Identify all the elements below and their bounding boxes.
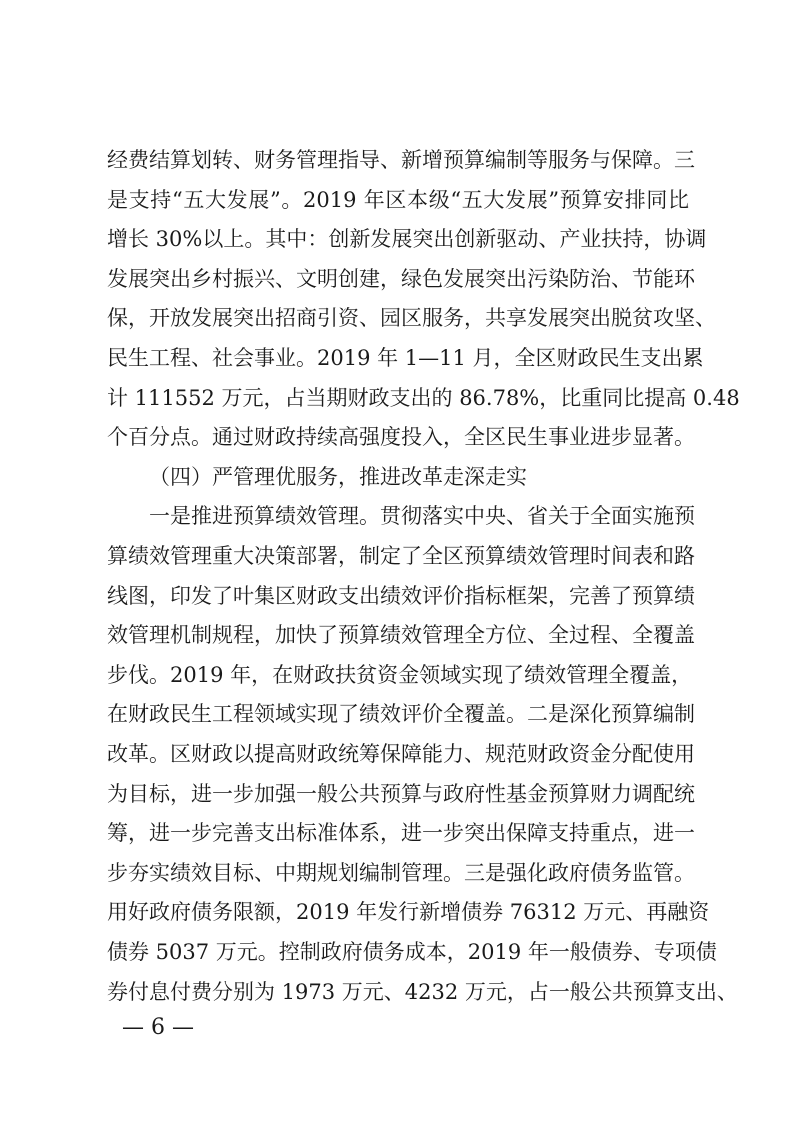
text-line: 一是推进预算绩效管理。贯彻落实中央、省关于全面实施预: [149, 504, 695, 529]
text-line: 是支持“五大发展”。2019 年区本级“五大发展”预算安排同比: [107, 187, 689, 212]
text-line: 步伐。2019 年，在财政扶贫资金领域实现了绩效管理全覆盖，: [107, 662, 693, 687]
text-line: 经费结算划转、财务管理指导、新增预算编制等服务与保障。三: [107, 148, 695, 172]
section-heading: （四）严管理优服务，推进改革走深走实: [149, 464, 527, 489]
text-line: 线图，印发了叶集区财政支出绩效评价指标框架，完善了预算绩: [107, 583, 695, 608]
page-number: — 6 —: [122, 1015, 194, 1040]
text-line: 算绩效管理重大决策部署，制定了全区预算绩效管理时间表和路: [107, 544, 695, 568]
text-line: 在财政民生工程领域实现了绩效评价全覆盖。二是深化预算编制: [107, 702, 695, 727]
text-line: 步夯实绩效目标、中期规划编制管理。三是强化政府债务监管。: [107, 860, 695, 885]
text-line: 用好政府债务限额，2019 年发行新增债券 76312 万元、再融资: [107, 900, 710, 925]
text-line: 券付息付费分别为 1973 万元、4232 万元，占一般公共预算支出、: [107, 979, 738, 1004]
text-line: 债券 5037 万元。控制政府债务成本，2019 年一般债券、专项债: [107, 940, 717, 964]
text-line: 保，开放发展突出招商引资、园区服务，共享发展突出脱贫攻坚、: [107, 306, 716, 331]
text-line: 效管理机制规程，加快了预算绩效管理全方位、全过程、全覆盖: [107, 623, 695, 648]
text-line: 为目标，进一步加强一般公共预算与政府性基金预算财力调配统: [107, 781, 695, 806]
text-line: 民生工程、社会事业。2019 年 1—11 月，全区财政民生支出累: [107, 346, 704, 370]
text-line: 个百分点。通过财政持续高强度投入，全区民生事业进步显著。: [107, 425, 695, 450]
text-line: 改革。区财政以提高财政统筹保障能力、规范财政资金分配使用: [107, 742, 695, 766]
text-line: 计 111552 万元，占当期财政支出的 86.78%，比重同比提高 0.48: [107, 385, 740, 410]
text-line: 筹，进一步完善支出标准体系，进一步突出保障支持重点，进一: [107, 821, 695, 846]
text-line: 发展突出乡村振兴、文明创建，绿色发展突出污染防治、节能环: [107, 266, 695, 291]
text-line: 增长 30%以上。其中：创新发展突出创新驱动、产业扶持，协调: [107, 227, 707, 252]
